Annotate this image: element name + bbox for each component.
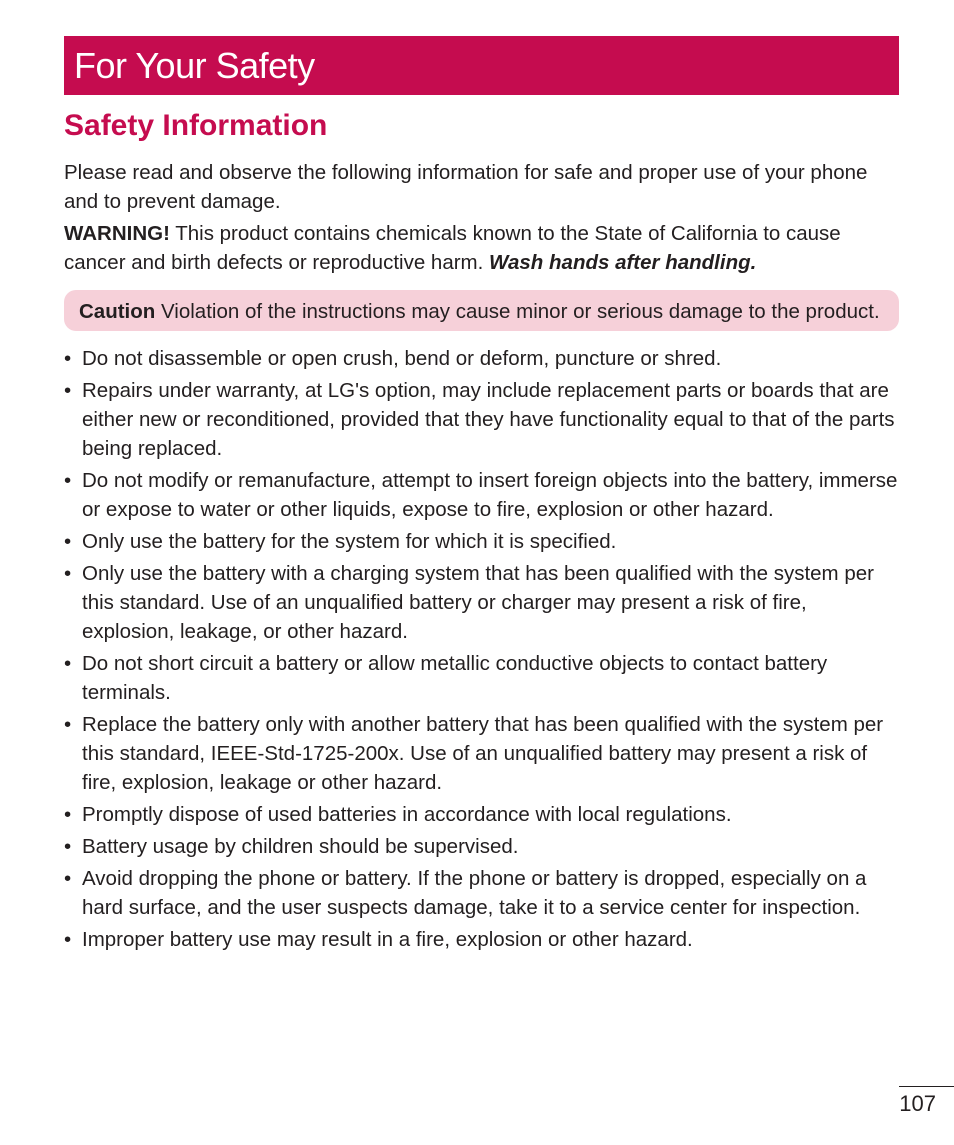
page-content [64,158,899,957]
warning-paragraph [64,219,899,277]
list-item-text: Repairs under warranty, at LG's option, may include replacement parts or boards that are either new or reconditioned, provided that they have functionality equal to that of the parts being replaced. [82,379,895,460]
warning-label: WARNING! [64,222,170,245]
chapter-banner [64,36,899,95]
bullet-icon: • [64,347,72,370]
safety-bullet-list [64,344,899,954]
list-item [64,376,899,463]
list-item-text: Only use the battery for the system for which it is specified. [82,530,617,553]
caution-label: Caution [79,300,156,323]
caution-text: Violation of the instructions may cause minor or serious damage to the product. [155,300,880,323]
list-item-text: Only use the battery with a charging system that has been qualified with the system per this standard. Use of an unqualified battery or charger may present a risk of fire, explosion, leakage, or other hazard. [82,562,874,643]
bullet-icon: • [64,562,72,585]
page-number: 107 [899,1091,936,1116]
bullet-icon: • [64,469,72,492]
list-item-text: Battery usage by children should be supervised. [82,835,519,858]
chapter-title: For Your Safety [74,45,315,86]
warning-text: This product contains chemicals known to the State of California to cause cancer and birth defects or reproductive harm. [64,222,841,274]
page-number-rule [899,1086,954,1087]
bullet-icon: • [64,867,72,890]
list-item [64,832,899,861]
list-item-text: Avoid dropping the phone or battery. If the phone or battery is dropped, especially on a hard surface, and the user suspects damage, take it to a service center for inspection. [82,867,867,919]
list-item [64,559,899,646]
bullet-icon: • [64,379,72,402]
list-item-text: Do not disassemble or open crush, bend or deform, puncture or shred. [82,347,722,370]
list-item-text: Replace the battery only with another battery that has been qualified with the system per this standard, IEEE-Std-1725-200x. Use of an unqualified battery may present a risk of fire, explosion, leakage or other hazard. [82,713,884,794]
list-item-text: Improper battery use may result in a fire, explosion or other hazard. [82,928,693,951]
bullet-icon: • [64,803,72,826]
list-item [64,710,899,797]
bullet-icon: • [64,530,72,553]
caution-box [64,290,899,331]
list-item [64,925,899,954]
list-item [64,800,899,829]
list-item [64,649,899,707]
warning-emphasis: Wash hands after handling. [489,251,757,274]
list-item-text: Promptly dispose of used batteries in accordance with local regulations. [82,803,732,826]
list-item [64,466,899,524]
bullet-icon: • [64,652,72,675]
list-item-text: Do not modify or remanufacture, attempt to insert foreign objects into the battery, immerse or expose to water or other liquids, expose to fire, explosion or other hazard. [82,469,898,521]
bullet-icon: • [64,928,72,951]
bullet-icon: • [64,713,72,736]
list-item [64,527,899,556]
section-title: Safety Information [64,109,328,142]
intro-paragraph: Please read and observe the following information for safe and proper use of your phone and to prevent damage. [64,161,868,213]
list-item [64,864,899,922]
bullet-icon: • [64,835,72,858]
list-item-text: Do not short circuit a battery or allow metallic conductive objects to contact battery terminals. [82,652,828,704]
list-item [64,344,899,373]
